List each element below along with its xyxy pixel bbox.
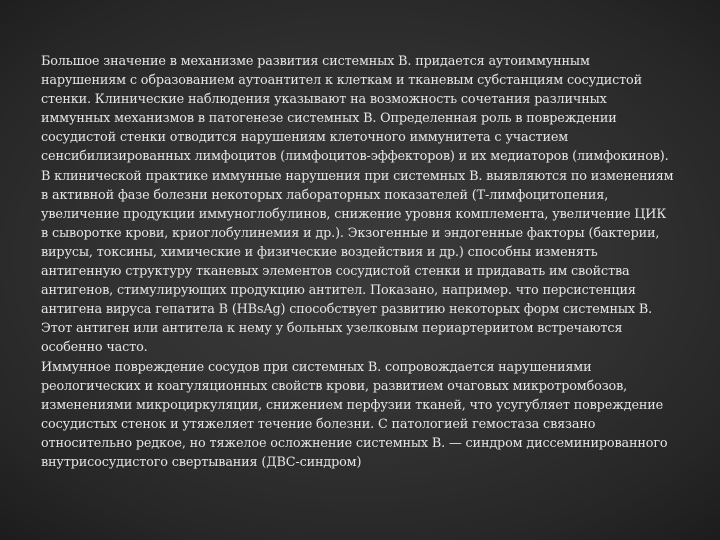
text-line: сенсибилизированных лимфоцитов (лимфоцитов-эффекторов) и их медиаторов (лимфокинов). — [41, 149, 669, 165]
text-line: нарушениям с образованием аутоантител к клеткам и тканевым субстанциям сосудистой — [41, 73, 642, 89]
text-line: вирусы, токсины, химические и физические воздействия и др.) способны изменять — [41, 244, 598, 260]
text-line: иммунных механизмов в патогенезе системных В. Определенная роль в повреждении — [41, 111, 617, 127]
text-line: сосудистых стенок и утяжеляет течение болезни. С патологией гемостаза связано — [41, 416, 596, 432]
text-line: особенно часто. — [41, 340, 148, 356]
text-line: Большое значение в механизме развития системных В. придается аутоиммунным — [41, 54, 590, 69]
text-line: увеличение продукции иммуноглобулинов, снижение уровня комплемента, увеличение ЦИК — [41, 206, 667, 222]
text-line: Этот антиген или антитела к нему у больных узелковым периартериитом встречаются — [41, 321, 623, 337]
text-line: относительно редкое, но тяжелое осложнение системных В. — синдром диссеминированного — [41, 435, 668, 451]
text-line: антигенов, стимулирующих продукцию антител. Показано, например. что персистенция — [41, 283, 636, 299]
text-line: антигенную структуру тканевых элементов сосудистой стенки и придавать им свойства — [41, 264, 630, 280]
text-line: стенки. Клинические наблюдения указывают на возможность сочетания различных — [41, 92, 607, 108]
text-line: внутрисосудистого свертывания (ДВС-синдром) — [41, 454, 362, 470]
text-line: Иммунное повреждение сосудов при системных В. сопровождается нарушениями — [41, 359, 592, 375]
text-line: антигена вируса гепатита В (НВsAg) способствует развитию некоторых форм системных В. — [41, 302, 653, 318]
text-line: реологических и коагуляционных свойств крови, развитием очаговых микротромбозов, — [41, 378, 628, 394]
text-line: В клинической практике иммунные нарушения при системных В. выявляются по изменениям — [41, 168, 674, 184]
text-line: в активной фазе болезни некоторых лабораторных показателей (Т-лимфоцитопения, — [41, 187, 609, 203]
text-line: в сыворотке крови, криоглобулинемия и др.). Экзогенные и эндогенные факторы (бактерии, — [41, 225, 660, 241]
text-line: сосудистой стенки отводится нарушениям клеточного иммунитета с участием — [41, 130, 569, 146]
text-line: изменениями микроциркуляции, снижением перфузии тканей, что усугубляет повреждение — [41, 397, 664, 413]
body-text — [41, 52, 701, 472]
